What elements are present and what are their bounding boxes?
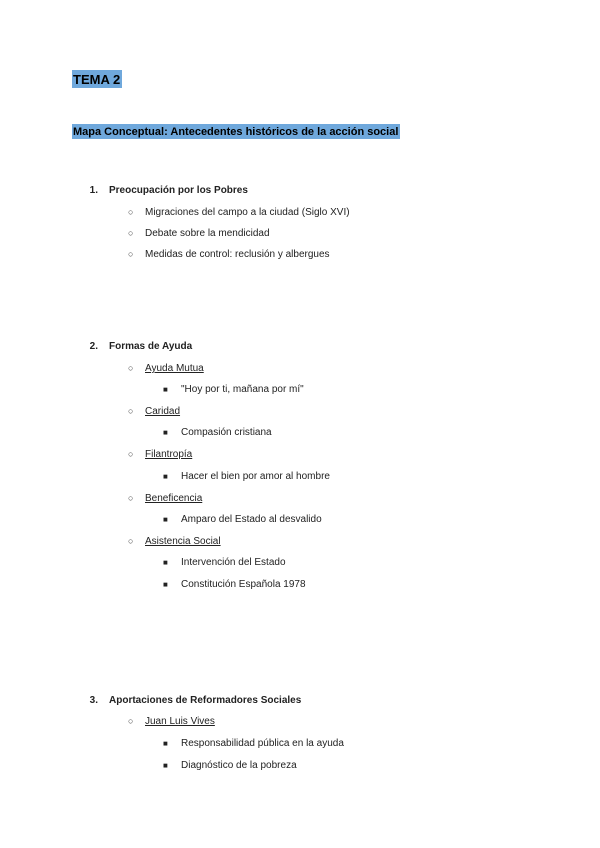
list-item: Hacer el bien por amor al hombre: [181, 471, 330, 482]
square-bullet-icon: ■: [163, 472, 168, 481]
circle-bullet-icon: ○: [128, 363, 134, 373]
circle-bullet-icon: ○: [128, 249, 134, 259]
square-bullet-icon: ■: [163, 558, 168, 567]
list-item: "Hoy por ti, mañana por mí": [181, 384, 304, 395]
square-bullet-icon: ■: [163, 428, 168, 437]
section-1-title: Preocupación por los Pobres: [109, 185, 248, 196]
square-bullet-icon: ■: [163, 385, 168, 394]
circle-bullet-icon: ○: [128, 449, 134, 459]
list-item: Diagnóstico de la pobreza: [181, 760, 297, 771]
link-ayuda-mutua[interactable]: Ayuda Mutua: [145, 363, 204, 374]
list-item: Migraciones del campo a la ciudad (Siglo XVI): [145, 207, 350, 218]
square-bullet-icon: ■: [163, 761, 168, 770]
square-bullet-icon: ■: [163, 739, 168, 748]
circle-bullet-icon: ○: [128, 716, 134, 726]
circle-bullet-icon: ○: [128, 207, 134, 217]
link-caridad[interactable]: Caridad: [145, 406, 181, 417]
page-subtitle: Mapa Conceptual: Antecedentes históricos de la acción social: [73, 126, 399, 138]
list-item: Responsabilidad pública en la ayuda: [181, 738, 344, 749]
list-item: Amparo del Estado al desvalido: [181, 514, 322, 525]
circle-bullet-icon: ○: [128, 493, 134, 503]
link-juan-luis-vives[interactable]: Juan Luis Vives: [145, 716, 215, 727]
link-filantropia[interactable]: Filantropía: [145, 449, 193, 460]
circle-bullet-icon: ○: [128, 536, 134, 546]
list-item: Compasión cristiana: [181, 427, 272, 438]
list-item: Medidas de control: reclusión y albergues: [145, 249, 330, 260]
link-beneficencia[interactable]: Beneficencia: [145, 493, 203, 504]
square-bullet-icon: ■: [163, 580, 168, 589]
section-2-number: 2.: [89, 341, 98, 352]
section-3-title: Aportaciones de Reformadores Sociales: [109, 695, 302, 706]
list-item: Intervención del Estado: [181, 557, 286, 568]
link-asistencia-social[interactable]: Asistencia Social: [145, 536, 221, 547]
square-bullet-icon: ■: [163, 515, 168, 524]
section-2-title: Formas de Ayuda: [109, 341, 193, 352]
section-1-number: 1.: [89, 185, 98, 196]
list-item: Constitución Española 1978: [181, 579, 306, 590]
page-title: TEMA 2: [73, 72, 121, 87]
circle-bullet-icon: ○: [128, 228, 134, 238]
circle-bullet-icon: ○: [128, 406, 134, 416]
list-item: Debate sobre la mendicidad: [145, 228, 270, 239]
section-3-number: 3.: [89, 695, 98, 706]
